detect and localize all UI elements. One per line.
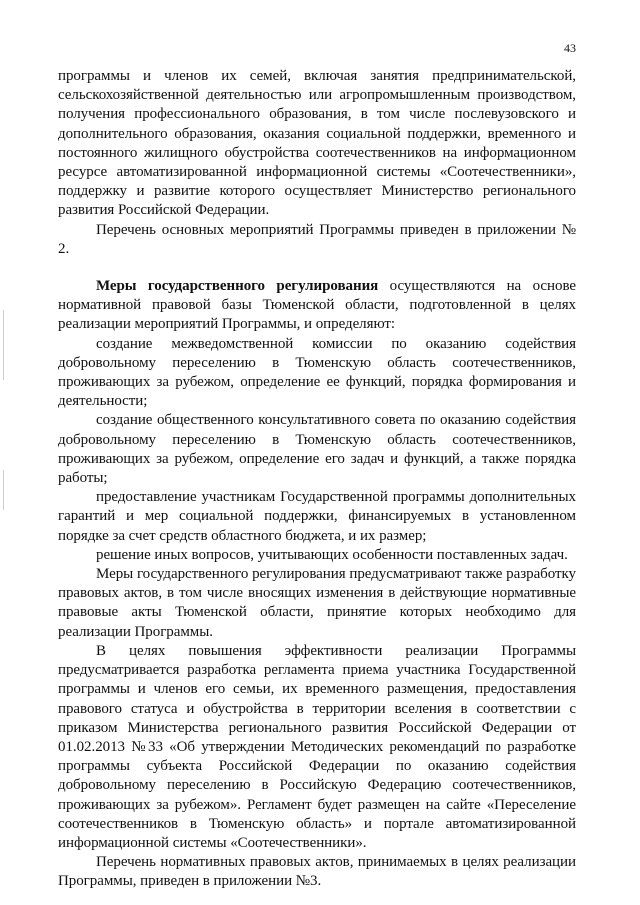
- scan-margin-mark: [3, 470, 4, 510]
- bold-heading-text: Меры государственного регулирования: [96, 278, 379, 295]
- paragraph-legal-acts: Меры государственного регулирования предусматривают также разработку правовых актов, в том числе вносящих изменения в действующие нормативные правовые акты Тюменской области, принятие которых необходимо для реализации Программы.: [58, 566, 576, 640]
- paragraph-activities-list: Перечень основных мероприятий Программы приведен в приложении № 2.: [58, 221, 576, 257]
- document-body: [58, 67, 576, 892]
- paragraph-other-issues: решение иных вопросов, учитывающих особенности поставленных задач.: [96, 546, 568, 563]
- paragraph-normative-acts-list: Перечень нормативных правовых актов, принимаемых в целях реализации Программы, приведен в приложении №3.: [58, 854, 576, 890]
- paragraph-gap: [58, 259, 576, 277]
- paragraph-guarantees: предоставление участникам Государственной программы дополнительных гарантий и мер социальной поддержки, финансируемых в установленном порядке за счет средств областного бюджета, и их размер;: [58, 489, 576, 544]
- paragraph-regulation-development: В целях повышения эффективности реализации Программы предусматривается разработка регламента приема участника Государственной программы и членов его семьи, их временного размещения, предоставления правового статуса и обустройства в территории вселения в соответствии с приказом Министерства регионального развития Российской Федерации от 01.02.2013 №33 «Об утверждении Методических рекомендаций по разработке программы субъекта Российской Федерации по оказанию содействия добровольному переселению в Российскую Федерацию соотечественников, проживающих за рубежом». Регламент будет размещен на сайте «Переселение соотечественников в Тюменскую область» и портале автоматизированной информационной системы «Соотечественники».: [58, 642, 576, 851]
- scan-margin-mark: [3, 310, 4, 380]
- paragraph-regulation-measures: [58, 277, 576, 335]
- paragraph-interagency-commission: создание межведомственной комиссии по оказанию содействия добровольному переселению в Тюменскую область соотечественников, проживающих за рубежом, определение ее функций, порядка формирования и деятельности;: [58, 335, 576, 410]
- paragraph-continuation: программы и членов их семей, включая занятия предпринимательской, сельскохозяйственной деятельностью или агропромышленным производством, получения профессионального образования, в том числе послевузовского и дополнительного образования, оказания социальной поддержки, временного и постоянного жилищного обустройства соотечественников на информационном ресурсе автоматизированной информационной системы «Соотечественники», поддержку и развитие которого осуществляет Министерство регионального развития Российской Федерации.: [58, 68, 576, 219]
- page-number: 43: [564, 41, 576, 55]
- paragraph-text: осуществляются на основе нормативной правовой базы Тюменской области, подготовленной в целях реализации мероприятий Программы, и определяют:: [58, 278, 576, 333]
- paragraph-public-council: создание общественного консультативного совета по оказанию содействия добровольному переселению в Тюменскую область соотечественников, проживающих за рубежом, определение его задач и функций, а также порядка работы;: [58, 412, 576, 487]
